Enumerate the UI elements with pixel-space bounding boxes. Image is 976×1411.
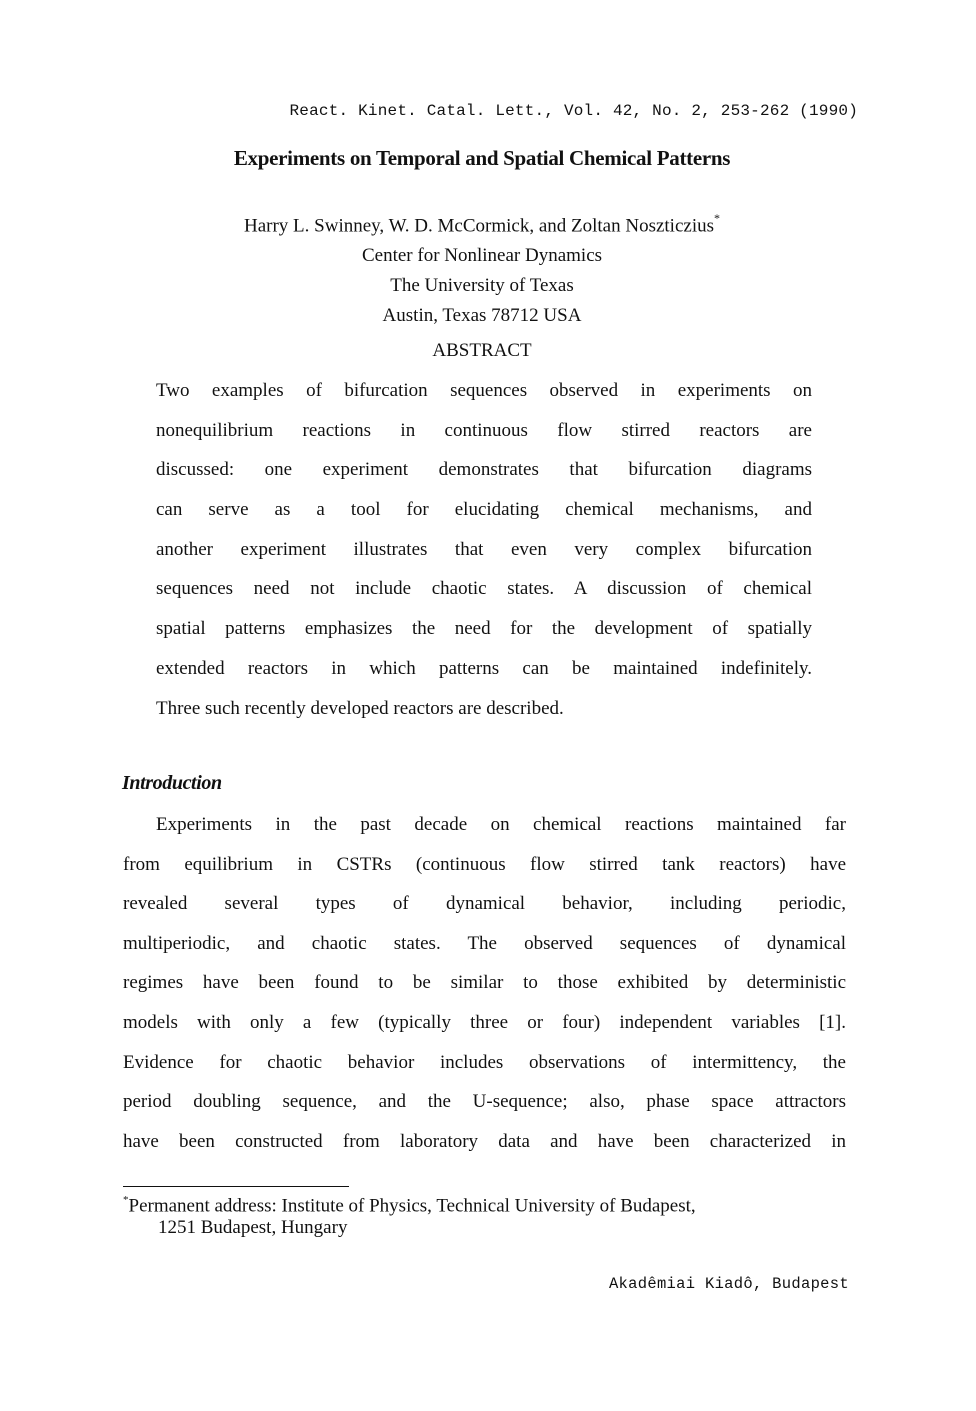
body-line: have been constructed from laboratory data and have been characterized in [123, 1130, 846, 1152]
body-line: from equilibrium in CSTRs (continuous flow stirred tank reactors) have [123, 853, 846, 875]
footnote-divider [123, 1186, 349, 1187]
paper-title: Experiments on Temporal and Spatial Chemical Patterns [233, 146, 731, 170]
publisher-imprint: Akadêmiai Kiadô, Budapest [608, 1275, 849, 1293]
abstract-line: extended reactors in which patterns can be maintained indefinitely. [156, 657, 812, 679]
affiliation-line: Center for Nonlinear Dynamics [361, 245, 603, 267]
journal-citation: React. Kinet. Catal. Lett., Vol. 42, No. 2, 253-262 (1990) [289, 102, 858, 120]
abstract-heading: ABSTRACT [432, 340, 532, 361]
abstract-body [156, 371, 812, 728]
author-names-line [0, 205, 964, 241]
body-line: revealed several types of dynamical behavior, including periodic, [123, 893, 846, 915]
introduction-body [123, 805, 846, 1161]
author-footnote-mark: * [714, 211, 720, 225]
abstract-line: can serve as a tool for elucidating chemical mechanisms, and [156, 499, 812, 521]
body-line: models with only a few (typically three or four) independent variables [1]. [123, 1011, 846, 1033]
body-line: period doubling sequence, and the U-sequence; also, phase space attractors [123, 1091, 846, 1113]
abstract-line: sequences need not include chaotic states. A discussion of chemical [156, 578, 812, 600]
abstract-line: spatial patterns emphasizes the need for the development of spatially [156, 618, 812, 640]
footnote-line: 1251 Budapest, Hungary [158, 1217, 348, 1239]
body-line: regimes have been found to be similar to those exhibited by deterministic [123, 972, 846, 994]
footnote-mark: * [123, 1194, 129, 1206]
abstract-line: Three such recently developed reactors are described. [156, 697, 564, 719]
body-line: multiperiodic, and chaotic states. The observed sequences of dynamical [123, 932, 846, 954]
body-line: Evidence for chaotic behavior includes observations of intermittency, the [123, 1051, 846, 1073]
section-heading-introduction: Introduction [122, 772, 222, 794]
affiliation-line: The University of Texas [390, 275, 574, 297]
abstract-line: Two examples of bifurcation sequences observed in experiments on [156, 380, 812, 401]
footnote-text: Permanent address: Institute of Physics, Technical University of Budapest, [128, 1195, 696, 1217]
author-block [0, 205, 964, 331]
footnote [123, 1190, 863, 1239]
abstract-line: another experiment illustrates that even very complex bifurcation [156, 538, 812, 560]
abstract-line: discussed: one experiment demonstrates that bifurcation diagrams [156, 459, 812, 481]
footnote-line [123, 1190, 863, 1217]
author-names: Harry L. Swinney, W. D. McCormick, and Zoltan Noszticzius [244, 215, 714, 237]
affiliation-line: Austin, Texas 78712 USA [382, 305, 582, 327]
abstract-line: nonequilibrium reactions in continuous flow stirred reactors are [156, 419, 812, 441]
body-line: Experiments in the past decade on chemical reactions maintained far [156, 814, 846, 835]
